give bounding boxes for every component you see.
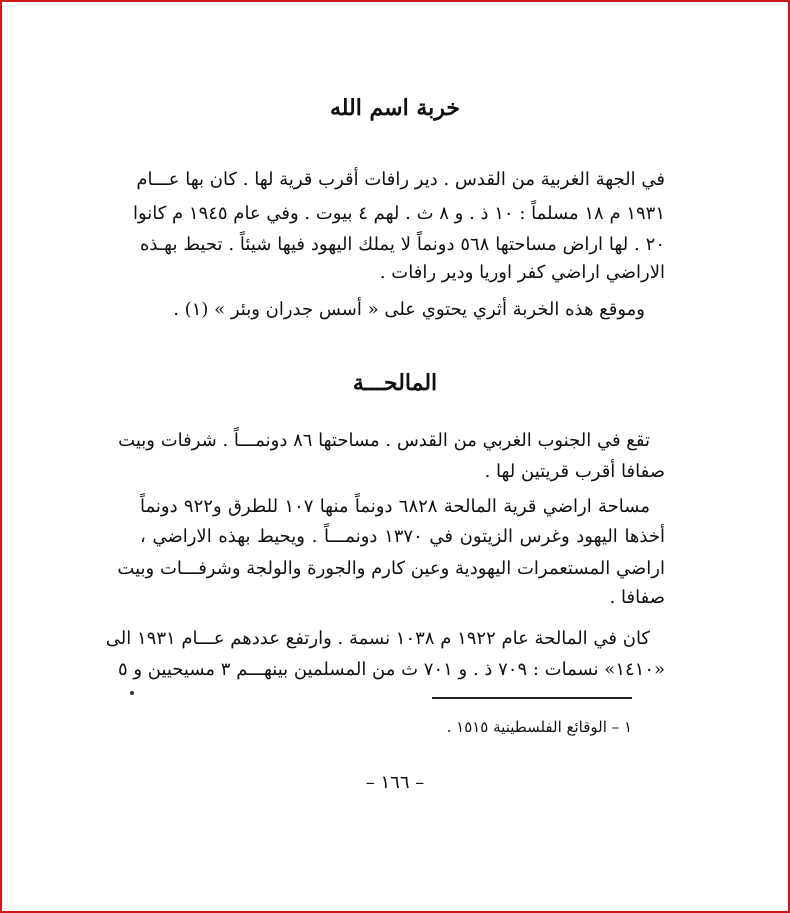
- paragraph-line: مساحة اراضي قرية المالحة ٦٨٢٨ دونماً منها ١٠٧ للطرق و٩٢٢ دونماً: [140, 496, 650, 517]
- paragraph-line: الاراضي اراضي كفر اوريا ودير رافات .: [379, 262, 665, 283]
- paragraph-line: أخذها اليهود وغرس الزيتون في ١٣٧٠ دونمـــاً . ويحيط بهذه الاراضي ،: [140, 526, 665, 547]
- paragraph-line: في الجهة الغربية من القدس . دير رافات أقرب قرية لها . كان بها عـــام: [136, 169, 665, 190]
- paragraph-line: صفافا أقرب قريتين لها .: [484, 461, 665, 482]
- paragraph-line: اراضي المستعمرات اليهودية وعين كارم والجورة والولجة وشرفـــات وبيت: [117, 558, 665, 579]
- paragraph-line: تقع في الجنوب الغربي من القدس . مساحتها ٨٦ دونمـــاً . شرفات وبيت: [118, 430, 650, 451]
- section-title-al-maliha: المالحـــة: [352, 370, 438, 396]
- section-title-khirbat-ism-allah: خربة اسم الله: [329, 95, 461, 121]
- paragraph-line: ١٩٣١ م ١٨ مسلماً : ١٠ ذ . و ٨ ث . لهم ٤ بيوت . وفي عام ١٩٤٥ م كانوا: [132, 203, 665, 224]
- paragraph-line: ٢٠ . لها اراض مساحتها ٥٦٨ دونماً لا يملك اليهود فيها شيئاً . تحيط بهـذه: [140, 234, 665, 255]
- page-number: – ١٦٦ –: [365, 772, 425, 793]
- paragraph-line: كان في المالحة عام ١٩٢٢ م ١٠٣٨ نسمة . وارتفع عددهم عـــام ١٩٣١ الى: [105, 628, 650, 649]
- footnote-divider: [432, 697, 632, 699]
- paragraph-line: صفافا .: [609, 587, 665, 608]
- stray-mark: [130, 691, 134, 695]
- footnote: ١ – الوقائع الفلسطينية ١٥١٥ .: [446, 718, 632, 736]
- paragraph-line: وموقع هذه الخربة أثري يحتوي على « أسس جدران وبئر » (١) .: [173, 299, 645, 320]
- paragraph-line: «١٤١٠» نسمات : ٧٠٩ ذ . و ٧٠١ ث من المسلمين بينهـــم ٣ مسيحيين و ٥: [117, 659, 665, 680]
